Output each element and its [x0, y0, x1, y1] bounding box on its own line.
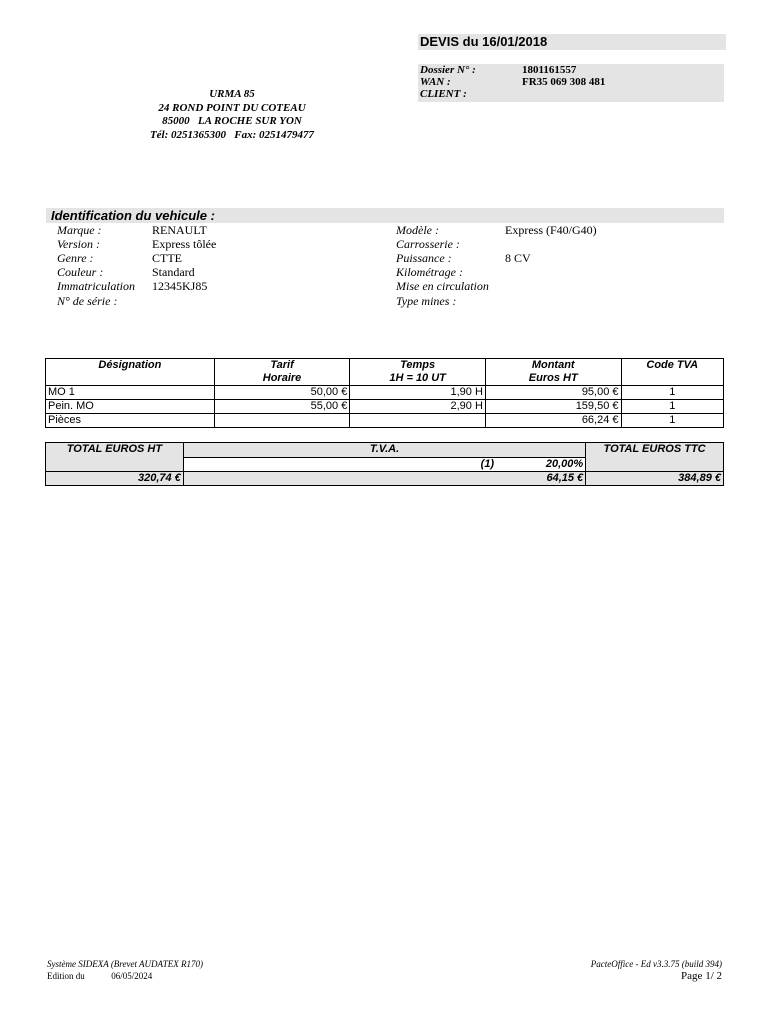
company-phone-fax: Tél: 0251365300 Fax: 0251479477 — [149, 128, 315, 141]
vehicle-value: Express (F40/G40) — [505, 223, 597, 237]
header-temps: Temps 1H = 10 UT — [350, 359, 486, 386]
vehicle-label: Genre : — [57, 251, 94, 265]
vehicle-section-title: Identification du vehicule : — [46, 208, 724, 223]
vehicle-value: 8 CV — [505, 251, 531, 265]
total-ttc-value: 384,89 € — [586, 472, 724, 486]
total-ht-value: 320,74 € — [46, 472, 184, 486]
dossier-label: Dossier N° : — [420, 64, 476, 76]
cell-temps — [350, 414, 486, 428]
tva-code: (1) — [480, 457, 495, 470]
footer-left — [47, 958, 203, 982]
cell-designation: Pièces — [46, 414, 215, 428]
tva-rate: 20,00% — [545, 457, 584, 470]
edition-date: 06/05/2024 — [111, 971, 153, 981]
vehicle-value: CTTE — [152, 251, 182, 265]
cell-tarif: 55,00 € — [214, 400, 350, 414]
items-table-header — [46, 359, 724, 386]
page-label: Page — [681, 970, 703, 982]
cell-code: 1 — [621, 414, 723, 428]
header-designation: Désignation — [46, 359, 215, 386]
total-ttc-label: TOTAL EUROS TTC — [586, 443, 724, 472]
vehicle-label: Immatriculation — [57, 279, 135, 293]
tva-label: T.V.A. — [183, 443, 585, 458]
vehicle-label: Mise en circulation — [396, 279, 489, 293]
dossier-info — [418, 64, 724, 102]
vehicle-label: Kilométrage : — [396, 265, 463, 279]
vehicle-label: Puissance : — [396, 251, 452, 265]
footer-software: PacteOffice - Ed v3.3.75 (build 394) — [590, 959, 722, 969]
vehicle-label: Marque : — [57, 223, 102, 237]
table-row — [46, 386, 724, 400]
totals-table — [45, 442, 724, 486]
vehicle-label: Carrosserie : — [396, 237, 460, 251]
company-address-line2: 85000 LA ROCHE SUR YON — [162, 115, 302, 127]
vehicle-label: Modèle : — [396, 223, 439, 237]
cell-montant: 66,24 € — [485, 414, 621, 428]
page-number: 1/ 2 — [705, 970, 722, 982]
items-table — [45, 358, 724, 428]
wan-label: WAN : — [420, 76, 451, 88]
cell-temps: 2,90 H — [350, 400, 486, 414]
cell-designation: MO 1 — [46, 386, 215, 400]
wan-value: FR35 069 308 481 — [522, 76, 606, 88]
tva-value: 64,15 € — [183, 472, 585, 486]
vehicle-value: 12345KJ85 — [152, 279, 208, 293]
vehicle-value: Express tôlée — [152, 237, 217, 251]
cell-code: 1 — [621, 386, 723, 400]
cell-tarif — [214, 414, 350, 428]
company-name: URMA 85 — [209, 88, 255, 100]
footer-right — [591, 958, 722, 982]
vehicle-label: Version : — [57, 237, 100, 251]
quote-title: DEVIS du 16/01/2018 — [418, 34, 726, 50]
company-address-line1: 24 ROND POINT DU COTEAU — [158, 101, 306, 114]
vehicle-value: Standard — [152, 265, 195, 279]
vehicle-label: Couleur : — [57, 265, 104, 279]
company-address — [100, 88, 364, 142]
tva-rate-cell — [183, 457, 585, 472]
header-montant: Montant Euros HT — [485, 359, 621, 386]
cell-tarif: 50,00 € — [214, 386, 350, 400]
dossier-value: 1801161557 — [522, 64, 577, 76]
footer-edition — [47, 970, 203, 982]
header-tarif: Tarif Horaire — [214, 359, 350, 386]
client-label: CLIENT : — [420, 88, 467, 100]
cell-designation: Pein. MO — [46, 400, 215, 414]
total-ht-label: TOTAL EUROS HT — [46, 443, 184, 472]
table-row — [46, 400, 724, 414]
table-row — [46, 414, 724, 428]
cell-code: 1 — [621, 400, 723, 414]
cell-montant: 159,50 € — [485, 400, 621, 414]
vehicle-value: RENAULT — [152, 223, 207, 237]
cell-temps: 1,90 H — [350, 386, 486, 400]
header-code-tva: Code TVA — [621, 359, 723, 386]
footer-system: Système SIDEXA (Brevet AUDATEX R170) — [47, 959, 203, 969]
footer-page — [591, 970, 722, 982]
cell-montant: 95,00 € — [485, 386, 621, 400]
edition-label: Edition du — [47, 971, 85, 981]
vehicle-label: Type mines : — [396, 294, 457, 308]
vehicle-label: N° de série : — [57, 294, 118, 308]
